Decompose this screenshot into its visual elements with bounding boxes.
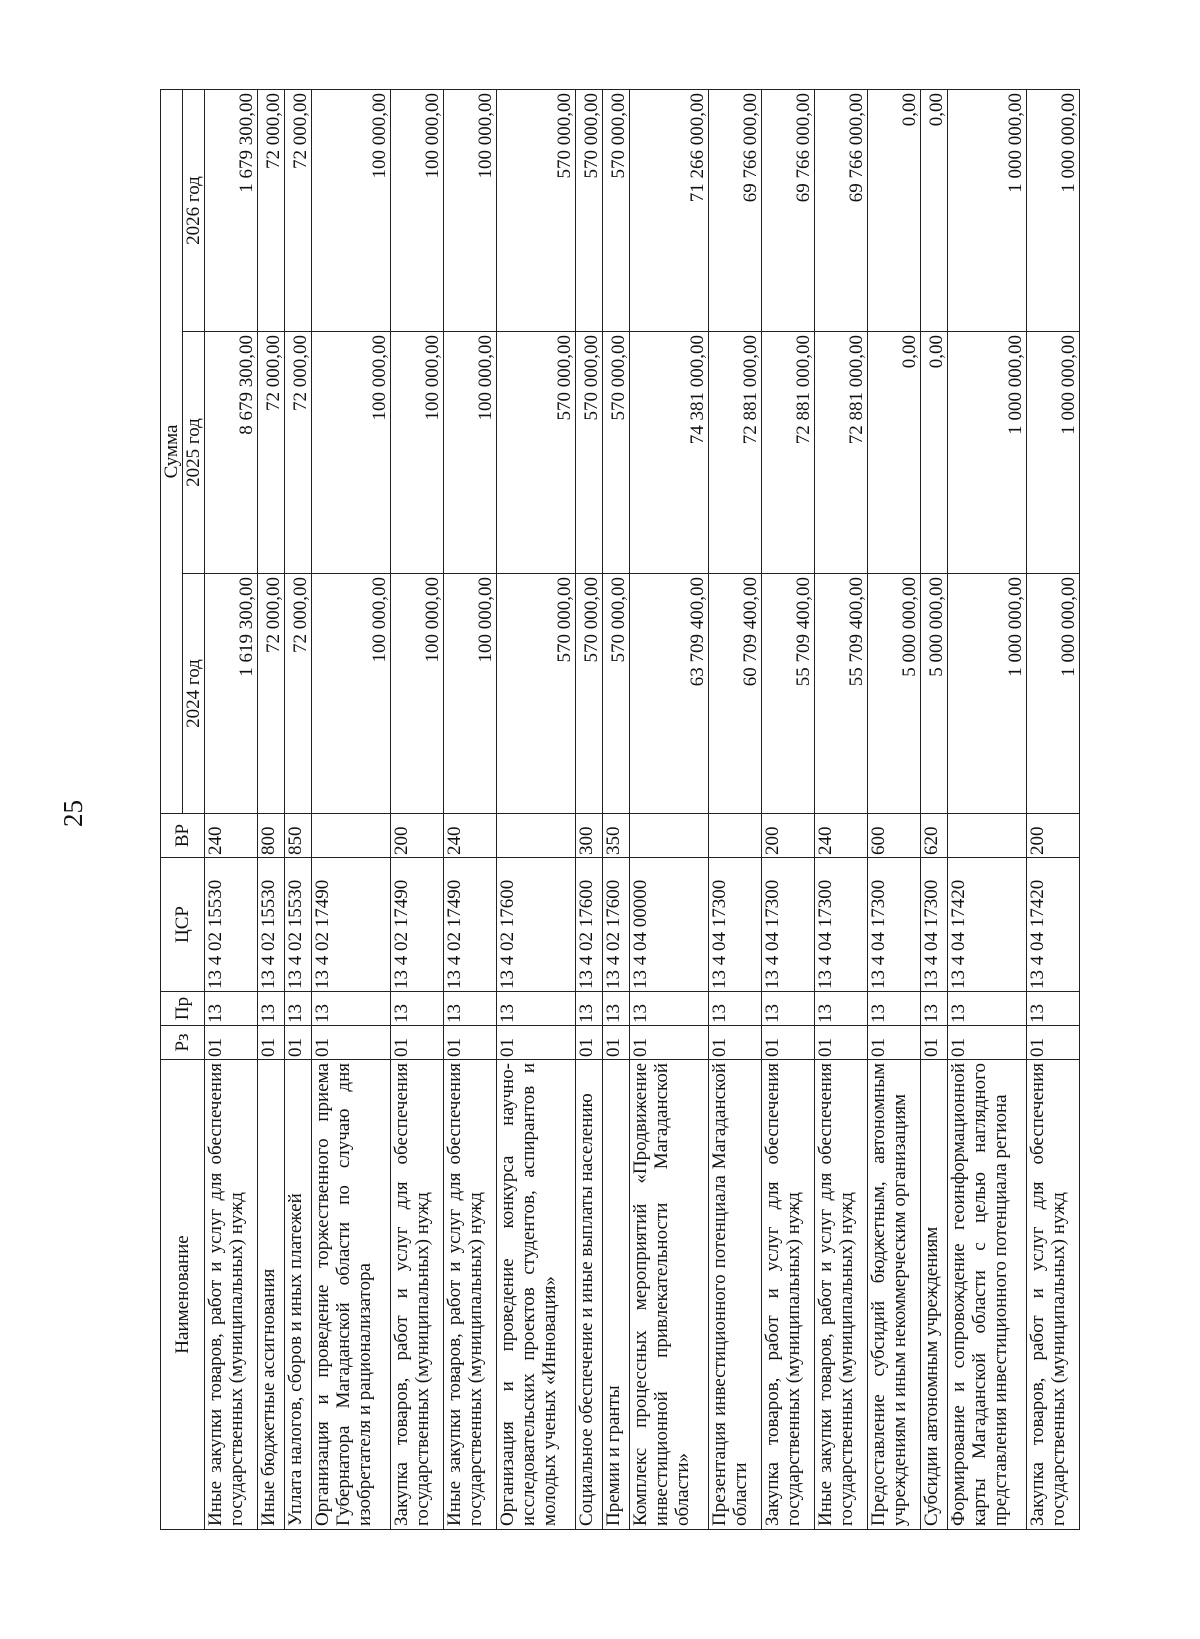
- table-row: [391, 89, 444, 1529]
- table-row: [867, 89, 920, 1529]
- row-csr: 13 4 04 17300: [761, 858, 814, 992]
- header-name: Наименование: [161, 1060, 205, 1530]
- row-pr: 13: [708, 992, 761, 1026]
- table-row: [497, 89, 576, 1529]
- row-name: Социальное обеспечение и иные выплаты населению: [575, 1060, 602, 1530]
- row-amount-2025: 8 679 300,00: [205, 332, 258, 574]
- table-row: [761, 89, 814, 1529]
- row-amount-2025: 74 381 000,00: [630, 332, 709, 574]
- row-name: Презентация инвестиционного потенциала Магаданской области: [708, 1060, 761, 1530]
- row-csr: 13 4 02 15530: [205, 858, 258, 992]
- row-name: Уплата налогов, сборов и иных платежей: [285, 1060, 312, 1530]
- row-amount-2026: 69 766 000,00: [761, 89, 814, 331]
- row-name: Закупка товаров, работ и услуг для обеспечения государственных (муниципальных) нужд: [1026, 1060, 1079, 1530]
- row-vr: 200: [1026, 814, 1079, 858]
- row-rz: 01: [920, 1026, 947, 1060]
- header-csr: ЦСР: [161, 858, 205, 992]
- row-amount-2025: 72 881 000,00: [814, 332, 867, 574]
- header-pr: Пр: [161, 992, 205, 1026]
- row-amount-2025: 72 881 000,00: [708, 332, 761, 574]
- row-vr: 620: [920, 814, 947, 858]
- row-vr: 300: [575, 814, 602, 858]
- row-amount-2024: 60 709 400,00: [708, 574, 761, 814]
- row-vr: 240: [205, 814, 258, 858]
- table-row: [920, 89, 947, 1529]
- header-vr: ВР: [161, 814, 205, 858]
- row-vr: [708, 814, 761, 858]
- row-rz: 01: [575, 1026, 602, 1060]
- row-amount-2025: 0,00: [920, 332, 947, 574]
- row-name: Премии и гранты: [603, 1060, 630, 1530]
- row-csr: 13 4 02 17600: [497, 858, 576, 992]
- table-row: [257, 89, 284, 1529]
- row-vr: [948, 814, 1027, 858]
- row-csr: 13 4 02 15530: [285, 858, 312, 992]
- row-csr: 13 4 02 17490: [391, 858, 444, 992]
- row-vr: 350: [603, 814, 630, 858]
- row-amount-2024: 570 000,00: [497, 574, 576, 814]
- row-amount-2026: 570 000,00: [497, 89, 576, 331]
- row-amount-2025: 100 000,00: [312, 332, 391, 574]
- row-amount-2025: 0,00: [867, 332, 920, 574]
- row-rz: 01: [312, 1026, 391, 1060]
- row-amount-2024: 1 000 000,00: [1026, 574, 1079, 814]
- row-pr: 13: [920, 992, 947, 1026]
- row-name: Предоставление субсидий бюджетным, автономным учреждениям и иным некоммерческим организациям: [867, 1060, 920, 1530]
- row-vr: 240: [444, 814, 497, 858]
- header-row-1: [161, 89, 183, 1529]
- row-pr: 13: [205, 992, 258, 1026]
- row-name: Организация и проведение конкурса научно-исследовательских проектов студентов, аспирантов и молодых ученых «Инновация»: [497, 1060, 576, 1530]
- table-row: [948, 89, 1027, 1529]
- row-amount-2024: 100 000,00: [312, 574, 391, 814]
- row-amount-2024: 1 000 000,00: [948, 574, 1027, 814]
- row-pr: 13: [312, 992, 391, 1026]
- row-amount-2026: 0,00: [920, 89, 947, 331]
- table-row: [444, 89, 497, 1529]
- row-csr: 13 4 04 17420: [1026, 858, 1079, 992]
- row-rz: 01: [708, 1026, 761, 1060]
- row-amount-2025: 72 000,00: [257, 332, 284, 574]
- row-pr: 13: [630, 992, 709, 1026]
- row-csr: 13 4 04 17300: [708, 858, 761, 992]
- row-pr: 13: [948, 992, 1027, 1026]
- header-2024: 2024 год: [183, 574, 205, 814]
- header-rz: Рз: [161, 1026, 205, 1060]
- row-csr: 13 4 02 15530: [257, 858, 284, 992]
- row-name: Иные закупки товаров, работ и услуг для обеспечения государственных (муниципальных) нужд: [205, 1060, 258, 1530]
- row-amount-2026: 69 766 000,00: [708, 89, 761, 331]
- row-amount-2024: 570 000,00: [603, 574, 630, 814]
- table-row: [630, 89, 709, 1529]
- row-amount-2025: 1 000 000,00: [948, 332, 1027, 574]
- row-csr: 13 4 04 17420: [948, 858, 1027, 992]
- row-csr: 13 4 02 17490: [444, 858, 497, 992]
- row-csr: 13 4 04 17300: [920, 858, 947, 992]
- row-vr: [630, 814, 709, 858]
- row-name: Закупка товаров, работ и услуг для обеспечения государственных (муниципальных) нужд: [391, 1060, 444, 1530]
- row-vr: 800: [257, 814, 284, 858]
- row-vr: [497, 814, 576, 858]
- row-vr: 200: [761, 814, 814, 858]
- row-pr: 13: [285, 992, 312, 1026]
- row-vr: 600: [867, 814, 920, 858]
- row-name: Иные закупки товаров, работ и услуг для обеспечения государственных (муниципальных) нужд: [814, 1060, 867, 1530]
- table-row: [575, 89, 602, 1529]
- row-amount-2025: 72 881 000,00: [761, 332, 814, 574]
- row-amount-2026: 71 266 000,00: [630, 89, 709, 331]
- row-csr: 13 4 02 17490: [312, 858, 391, 992]
- header-2025: 2025 год: [183, 332, 205, 574]
- row-amount-2026: 100 000,00: [444, 89, 497, 331]
- row-rz: 01: [867, 1026, 920, 1060]
- row-rz: 01: [603, 1026, 630, 1060]
- row-name: Формирование и сопровождение геоинформационной карты Магаданской области с целью наглядного представления инвестиционного потенциала региона: [948, 1060, 1027, 1530]
- row-pr: 13: [603, 992, 630, 1026]
- row-rz: 01: [444, 1026, 497, 1060]
- row-rz: 01: [948, 1026, 1027, 1060]
- row-amount-2026: 72 000,00: [285, 89, 312, 331]
- row-name: Иные бюджетные ассигнования: [257, 1060, 284, 1530]
- row-amount-2024: 55 709 400,00: [761, 574, 814, 814]
- row-csr: 13 4 04 00000: [630, 858, 709, 992]
- row-amount-2025: 1 000 000,00: [1026, 332, 1079, 574]
- table-row: [708, 89, 761, 1529]
- row-amount-2024: 72 000,00: [257, 574, 284, 814]
- row-name: Иные закупки товаров, работ и услуг для обеспечения государственных (муниципальных) нужд: [444, 1060, 497, 1530]
- row-vr: 850: [285, 814, 312, 858]
- row-csr: 13 4 02 17600: [603, 858, 630, 992]
- row-rz: 01: [630, 1026, 709, 1060]
- row-amount-2026: 100 000,00: [312, 89, 391, 331]
- row-rz: 01: [391, 1026, 444, 1060]
- row-pr: 13: [575, 992, 602, 1026]
- row-amount-2026: 100 000,00: [391, 89, 444, 331]
- row-amount-2026: 0,00: [867, 89, 920, 331]
- table-body: [205, 89, 1080, 1529]
- row-pr: 13: [1026, 992, 1079, 1026]
- row-amount-2025: 570 000,00: [575, 332, 602, 574]
- budget-table: [160, 89, 1080, 1530]
- row-amount-2024: 72 000,00: [285, 574, 312, 814]
- row-vr: 200: [391, 814, 444, 858]
- row-amount-2026: 570 000,00: [575, 89, 602, 331]
- row-amount-2026: 1 679 300,00: [205, 89, 258, 331]
- row-pr: 13: [814, 992, 867, 1026]
- row-amount-2025: 570 000,00: [603, 332, 630, 574]
- row-rz: 01: [761, 1026, 814, 1060]
- row-amount-2024: 55 709 400,00: [814, 574, 867, 814]
- row-amount-2025: 72 000,00: [285, 332, 312, 574]
- row-amount-2025: 100 000,00: [444, 332, 497, 574]
- row-rz: 01: [257, 1026, 284, 1060]
- row-pr: 13: [444, 992, 497, 1026]
- row-pr: 13: [497, 992, 576, 1026]
- row-rz: 01: [497, 1026, 576, 1060]
- row-name: Организация и проведение торжественного приема Губернатора Магаданской области по случаю дня изобретателя и рационализатора: [312, 1060, 391, 1530]
- row-rz: 01: [205, 1026, 258, 1060]
- row-csr: 13 4 04 17300: [814, 858, 867, 992]
- row-amount-2024: 570 000,00: [575, 574, 602, 814]
- row-rz: 01: [814, 1026, 867, 1060]
- table-row: [1026, 89, 1079, 1529]
- table-row: [603, 89, 630, 1529]
- row-pr: 13: [867, 992, 920, 1026]
- row-pr: 13: [761, 992, 814, 1026]
- row-amount-2024: 5 000 000,00: [920, 574, 947, 814]
- page-number: 25: [58, 800, 88, 827]
- row-amount-2024: 5 000 000,00: [867, 574, 920, 814]
- row-name: Субсидии автономным учреждениям: [920, 1060, 947, 1530]
- table-row: [312, 89, 391, 1529]
- row-amount-2025: 100 000,00: [391, 332, 444, 574]
- row-amount-2026: 1 000 000,00: [948, 89, 1027, 331]
- row-vr: [312, 814, 391, 858]
- row-name: Комплекс процессных мероприятий «Продвижение инвестиционной привлекательности Магаданской области»: [630, 1060, 709, 1530]
- row-amount-2025: 570 000,00: [497, 332, 576, 574]
- row-rz: 01: [1026, 1026, 1079, 1060]
- row-amount-2024: 1 619 300,00: [205, 574, 258, 814]
- row-pr: 13: [257, 992, 284, 1026]
- table-row: [205, 89, 258, 1529]
- row-rz: 01: [285, 1026, 312, 1060]
- row-amount-2026: 570 000,00: [603, 89, 630, 331]
- row-vr: 240: [814, 814, 867, 858]
- budget-table-container: [160, 90, 1080, 1530]
- row-amount-2024: 100 000,00: [444, 574, 497, 814]
- table-row: [285, 89, 312, 1529]
- row-name: Закупка товаров, работ и услуг для обеспечения государственных (муниципальных) нужд: [761, 1060, 814, 1530]
- row-pr: 13: [391, 992, 444, 1026]
- row-csr: 13 4 02 17600: [575, 858, 602, 992]
- row-amount-2024: 63 709 400,00: [630, 574, 709, 814]
- header-sum: Сумма: [161, 89, 183, 813]
- row-csr: 13 4 04 17300: [867, 858, 920, 992]
- row-amount-2026: 72 000,00: [257, 89, 284, 331]
- table-row: [814, 89, 867, 1529]
- row-amount-2026: 69 766 000,00: [814, 89, 867, 331]
- row-amount-2026: 1 000 000,00: [1026, 89, 1079, 331]
- header-2026: 2026 год: [183, 89, 205, 331]
- row-amount-2024: 100 000,00: [391, 574, 444, 814]
